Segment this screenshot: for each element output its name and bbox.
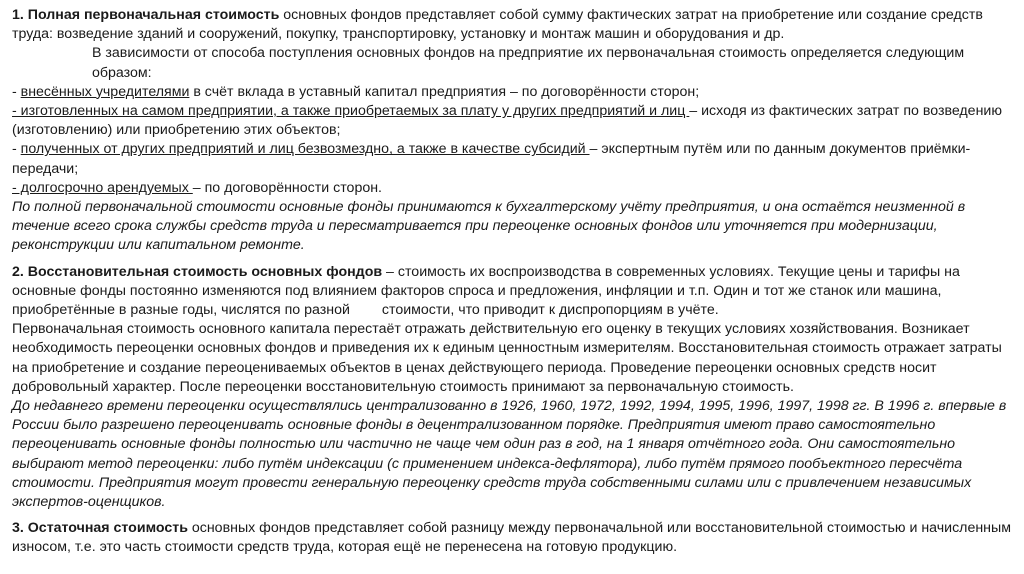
section-3-intro: 3. Остаточная стоимость основных фондов представляет собой разницу между первоначальной или восстановительной стоимостью и начисленным износом, т.е. это часть стоимости средств труда, которая ещё не перенесена на готовую продукцию. bbox=[12, 520, 1011, 556]
list-item: - изготовленных на самом предприятии, а также приобретаемых за плату у других предприятий и лиц – исходя из фактических затрат по возведению (изготовлению) или приобретению этих объектов; bbox=[12, 103, 1002, 139]
section-1-note: По полной первоначальной стоимости основные фонды принимаются к бухгалтерскому учёту предприятия, и она остаётся неизменной в течение всего срока службы средств труда и пересматривается при переоценке основных фондов или уточняется при модернизации, реконструкции или капитальном ремонте. bbox=[12, 199, 966, 254]
list-item: - долгосрочно арендуемых – по договорённости сторон. bbox=[12, 179, 382, 196]
section-2-title: 2. Восстановительная стоимость основных фондов bbox=[12, 263, 383, 280]
section-1-title: 1. Полная первоначальная стоимость bbox=[12, 7, 280, 23]
list-item: - полученных от других предприятий и лиц безвозмездно, а также в качестве субсидий – экспертным путём или по данным документов приёмки-передачи; bbox=[12, 141, 971, 177]
section-1-depends: В зависимости от способа поступления основных фондов на предприятие их первоначальная стоимость определяется следующим образом: bbox=[92, 45, 965, 81]
section-2-paragraph: Первоначальная стоимость основного капитала перестаёт отражать действительную его оценку в текущих условиях хозяйствования. Возникает необходимость переоценки основных фондов и приведения их к единым ценностным измерителям. Восстановительная стоимость отражает затраты на приобретение и создание переоцениваемых объектов в ценах действующего периода. Проведение переоценки основных средств носит добровольный характер. После переоценки восстановительную стоимость принимают за первоначальную стоимость. bbox=[12, 321, 1002, 395]
list-item: - внесённых учредителями в счёт вклада в уставный капитал предприятия – по договорённости сторон; bbox=[12, 83, 700, 100]
section-3-title: 3. Остаточная стоимость bbox=[12, 520, 188, 537]
section-1 bbox=[12, 6, 1012, 256]
section-3 bbox=[12, 519, 1012, 557]
section-2 bbox=[12, 263, 1012, 513]
section-1-intro: 1. Полная первоначальная стоимость основных фондов представляет собой сумму фактических затрат на приобретение или создание средств труда: возведение зданий и сооружений, покупку, транспортировку, установку и монтаж машин и оборудования и др. bbox=[12, 7, 983, 43]
section-2-note: До недавнего времени переоценки осуществлялись централизованно в 1926, 1960, 1972, 1992, 1994, 1995, 1996, 1997, 1998 гг. В 1996 г. впервые в России было разрешено переоценивать основные фонды в децентрализованном порядке. Предприятия имеют право самостоятельно переоценивать основные фонды полностью или частично не чаще чем один раз в год, на 1 января отчётного года. Они самостоятельно выбирают метод переоценки: либо путём индексации (с применением индекса-дефлятора), либо путём прямого пообъектного пересчёта стоимости. Предприятия могут провести генеральную переоценку средств труда собственными силами или с привлечением независимых экспертов-оценщиков. bbox=[12, 398, 1007, 511]
section-2-intro: 2. Восстановительная стоимость основных фондов – стоимость их воспроизводства в современных условиях. Текущие цены и тарифы на основные фонды постоянно изменяются под влиянием факторов спроса и предложения, инфляции и т.п. Один и тот же станок или машина, приобретённые в разные годы, числятся по разной стоимости, что приводит к диспропорциям в учёте. bbox=[12, 263, 960, 319]
